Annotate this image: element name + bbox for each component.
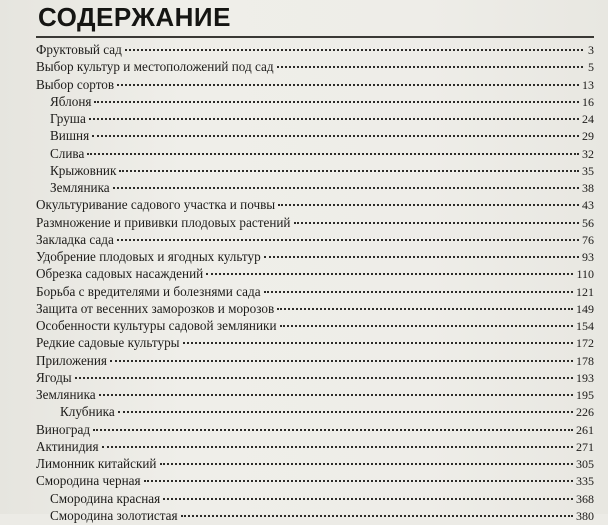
toc-entry-label: Земляника [50, 180, 110, 195]
toc-entry [36, 179, 594, 196]
dot-leader [181, 515, 573, 517]
toc-entry-page-number: 261 [576, 422, 594, 437]
toc-entry [36, 455, 594, 472]
dot-leader [183, 342, 573, 344]
toc-entry-page-number: 32 [582, 146, 594, 161]
toc-entry [36, 58, 594, 75]
toc-entry-page-number: 380 [576, 508, 594, 523]
toc-entry-label: Фруктовый сад [36, 42, 122, 57]
toc-entry-label: Земляника [36, 387, 96, 402]
dot-leader [89, 118, 579, 120]
page-title: СОДЕРЖАНИЕ [38, 2, 231, 32]
toc-entry [36, 76, 594, 93]
toc-entry-label: Клубника [60, 404, 115, 420]
toc-entry-label: Обрезка садовых насаждений [36, 266, 204, 282]
toc-entry-label: Окультуривание садового участка и почвы [36, 197, 276, 213]
toc-entry-label: Слива [50, 145, 85, 161]
dot-leader [87, 153, 579, 155]
toc-entry-page-number: 13 [582, 77, 594, 92]
toc-entry-page-number: 149 [576, 301, 594, 316]
toc-entry [36, 127, 594, 144]
toc-entry-label: Удобрение плодовых и ягодных культур [36, 249, 261, 264]
dot-leader [119, 170, 579, 172]
toc-entry [36, 93, 594, 110]
toc-entry-page-number: 271 [576, 439, 594, 454]
table-of-contents [36, 41, 594, 524]
toc-entry [36, 334, 594, 351]
dot-leader [125, 49, 583, 51]
toc-entry-label: Груша [50, 111, 86, 126]
dot-leader [264, 256, 579, 258]
toc-entry [36, 196, 594, 213]
toc-entry-label: Защита от весенних заморозков и морозов [36, 300, 275, 316]
dot-leader [117, 239, 579, 241]
toc-entry [36, 421, 594, 438]
toc-entry-page-number: 178 [576, 353, 594, 368]
toc-entry-page-number: 195 [576, 388, 594, 402]
toc-entry [36, 145, 594, 162]
toc-entry [36, 317, 594, 334]
toc-entry-page-number: 121 [576, 284, 594, 299]
toc-entry-page-number: 5 [588, 60, 594, 75]
toc-entry [36, 248, 594, 265]
toc-entry-label: Особенности культуры садовой земляники [36, 318, 277, 333]
dot-leader [163, 498, 573, 500]
dot-leader [277, 66, 583, 68]
dot-leader [118, 411, 573, 413]
toc-entry-page-number: 29 [582, 129, 594, 144]
dot-leader [160, 463, 574, 465]
toc-entry-label: Смородина черная [36, 473, 141, 489]
toc-entry-label: Редкие садовые культуры [36, 335, 180, 351]
toc-entry-page-number: 154 [576, 319, 594, 333]
dot-leader [264, 291, 573, 293]
toc-entry-page-number: 305 [576, 457, 594, 471]
toc-entry-page-number: 16 [582, 94, 594, 109]
toc-entry [36, 110, 594, 127]
toc-entry [36, 300, 594, 317]
toc-entry [36, 490, 594, 507]
toc-entry-page-number: 368 [576, 491, 594, 506]
toc-entry-page-number: 35 [582, 163, 594, 178]
toc-entry-page-number: 56 [582, 215, 594, 230]
dot-leader [93, 429, 573, 431]
toc-entry [36, 438, 594, 455]
toc-entry-label: Ягоды [36, 369, 72, 385]
toc-entry [36, 507, 594, 524]
dot-leader [144, 480, 573, 482]
toc-entry [36, 162, 594, 179]
toc-entry-label: Виноград [36, 421, 91, 437]
toc-entry-label: Размножение и прививки плодовых растений [36, 214, 291, 230]
toc-entry-page-number: 193 [576, 370, 594, 385]
toc-entry-label: Закладка сада [36, 231, 114, 247]
dot-leader [206, 273, 573, 275]
toc-entry-label: Смородина красная [50, 490, 161, 506]
toc-entry-page-number: 76 [582, 232, 594, 247]
dot-leader [75, 377, 573, 379]
toc-entry [36, 403, 594, 420]
toc-entry-label: Приложения [36, 352, 107, 368]
toc-entry-label: Смородина золотистая [50, 507, 178, 523]
dot-leader [110, 360, 573, 362]
toc-entry [36, 369, 594, 386]
toc-entry-label: Крыжовник [50, 162, 117, 178]
toc-entry-page-number: 38 [582, 181, 594, 195]
toc-entry [36, 352, 594, 369]
dot-leader [278, 204, 579, 206]
toc-entry-label: Актинидия [36, 438, 99, 454]
toc-entry-page-number: 172 [576, 336, 594, 351]
toc-entry-page-number: 110 [576, 267, 594, 282]
toc-entry-label: Борьба с вредителями и болезнями сада [36, 283, 261, 299]
dot-leader [102, 446, 573, 448]
toc-entry [36, 283, 594, 300]
toc-entry [36, 214, 594, 231]
toc-entry-page-number: 43 [582, 198, 594, 213]
dot-leader [280, 325, 573, 327]
dot-leader [277, 308, 573, 310]
dot-leader [92, 135, 579, 137]
toc-entry-page-number: 3 [588, 43, 594, 57]
toc-entry-label: Лимонник китайский [36, 456, 157, 471]
toc-entry [36, 472, 594, 489]
toc-entry-page-number: 24 [582, 112, 594, 126]
toc-entry [36, 231, 594, 248]
toc-entry-label: Выбор культур и местоположений под сад [36, 59, 274, 75]
toc-entry-label: Вишня [50, 128, 90, 144]
toc-entry-label: Выбор сортов [36, 76, 115, 92]
dot-leader [113, 187, 579, 189]
toc-entry-page-number: 226 [576, 405, 594, 420]
toc-entry-page-number: 93 [582, 250, 594, 264]
dot-leader [117, 84, 579, 86]
title-rule [36, 36, 594, 38]
toc-entry [36, 265, 594, 282]
dot-leader [294, 222, 580, 224]
toc-entry-label: Яблоня [50, 93, 92, 109]
dot-leader [99, 394, 573, 396]
dot-leader [94, 101, 579, 103]
toc-entry [36, 41, 594, 58]
toc-entry-page-number: 335 [576, 474, 594, 489]
toc-entry [36, 386, 594, 403]
